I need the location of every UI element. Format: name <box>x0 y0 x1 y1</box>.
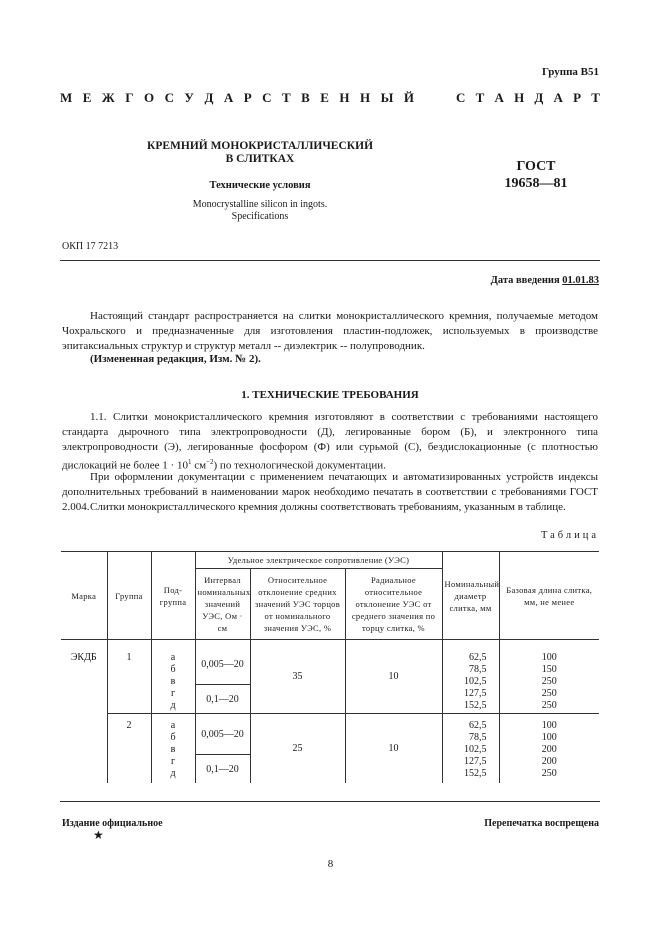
cell-relative: 35 <box>250 640 345 714</box>
subgroup-value: в <box>170 676 176 687</box>
density-exponent: 1 <box>187 458 192 466</box>
cell-radial: 10 <box>345 714 442 784</box>
header-divider <box>60 260 600 261</box>
cell-subgroups <box>151 640 195 714</box>
length-value: 250 <box>541 700 557 711</box>
cell-lengths <box>499 640 599 714</box>
length-value: 200 <box>541 756 557 767</box>
header-relative: Относительное отклонение средних значений УЭС торцов от номинального значения УЭС, % <box>250 569 345 640</box>
density-unit: см <box>191 459 207 472</box>
subgroup-value: г <box>170 756 176 767</box>
diameter-value: 102,5 <box>464 744 487 755</box>
banner-letter: Т <box>591 90 600 105</box>
subgroup-value: д <box>170 768 176 779</box>
diameter-value: 62,5 <box>469 652 487 663</box>
introduction-date-value: 01.01.83 <box>562 275 599 286</box>
cell-ranges <box>195 640 250 714</box>
introduction-date-label: Дата введения <box>490 275 560 286</box>
introduction-date <box>491 275 599 286</box>
interstate-standard-banner <box>60 90 600 106</box>
header-length: Базовая длина слитка, мм, не менее <box>499 552 599 640</box>
banner-letter: С <box>456 90 466 105</box>
diameter-value: 152,5 <box>464 700 487 711</box>
length-value: 200 <box>541 744 557 755</box>
star-icon: ★ <box>93 828 104 842</box>
length-value: 100 <box>541 652 557 663</box>
length-value: 250 <box>541 676 557 687</box>
requirements-text: 1.1. Слитки монокристаллического кремния изготовляют в соответствии с требованиями настоящего стандарта дырочного типа электропроводности (Д), легированные бором (Б), и электронного типа электропроводности (Э), легированные фосфором (Ф) или сурьмой (С), бездислокационные (с плотностью дислокаций не более 1 · 10 <box>62 411 598 472</box>
header-diameter: Номинальный диаметр слитка, мм <box>442 552 499 640</box>
diameter-value: 127,5 <box>464 688 487 699</box>
conformity-paragraph: Слитки монокристаллического кремния должны соответствовать требованиям, указанным в таблице. <box>90 501 566 513</box>
cell-group: 2 <box>107 714 151 784</box>
subgroup-value: б <box>170 732 176 743</box>
range-secondary: 0,1—20 <box>206 693 239 705</box>
banner-letter: Р <box>573 90 582 105</box>
cell-lengths <box>499 714 599 784</box>
banner-letter: Ж <box>101 90 115 105</box>
header-radial: Радиальное относительное отклонение УЭС от среднего значения по торцу слитка, % <box>345 569 442 640</box>
banner-letter: В <box>301 90 310 105</box>
requirements-paragraph <box>62 410 598 474</box>
banner-letter: Н <box>360 90 371 105</box>
banner-letter: Д <box>534 90 544 105</box>
cell-diameters <box>442 714 499 784</box>
cell-mark: ЭКДБ <box>61 640 107 714</box>
banner-letter: Д <box>204 90 214 105</box>
banner-letter: Т <box>475 90 485 105</box>
banner-letter: С <box>164 90 174 105</box>
subgroup-value: б <box>170 664 176 675</box>
diameter-value: 62,5 <box>469 720 487 731</box>
header-interval: Интервал номинальных значений УЭС, Ом · см <box>195 569 250 640</box>
subgroup-value: а <box>170 720 176 731</box>
document-title <box>140 140 380 166</box>
cell-ranges <box>195 714 250 784</box>
unit-exponent: −2 <box>206 458 214 466</box>
banner-letter: А <box>494 90 504 105</box>
page-number: 8 <box>327 858 334 870</box>
subgroup-value: в <box>170 744 176 755</box>
cell-subgroups <box>151 714 195 784</box>
diameter-value: 152,5 <box>464 768 487 779</box>
scope-paragraph: Настоящий стандарт распространяется на слитки монокристаллического кремния, получаемые методом Чохральского и предназначенные для изготовления пластин-подложек, используемых в производстве эпитаксиальных структур и структур металл -- диэлектрик -- полупроводник. <box>62 310 598 352</box>
section-heading: 1. ТЕХНИЧЕСКИЕ ТРЕБОВАНИЯ <box>241 389 419 401</box>
table-caption: Таблица <box>540 530 599 541</box>
diameter-value: 102,5 <box>464 676 487 687</box>
banner-letter: С <box>262 90 272 105</box>
banner-letter: У <box>184 90 194 105</box>
subgroup-value: г <box>170 688 176 699</box>
cell-mark <box>61 714 107 784</box>
cell-group: 1 <box>107 640 151 714</box>
documentation-paragraph: При оформлении документации с применением печатающих и автоматизированных устройств индексы дополнительных требований в наименовании марок необходимо печатать в соответствии с требованиями ГОСТ 2.004. <box>62 471 598 513</box>
banner-letter: М <box>60 90 73 105</box>
document-subtitle: Технические условия <box>209 180 311 191</box>
title-line-2: В СЛИТКАХ <box>225 153 295 165</box>
header-ues: Удельное электрическое сопротивление (УЭС) <box>195 552 442 569</box>
amendment-note: (Измененная редакция, Изм. № 2). <box>90 353 261 365</box>
length-value: 250 <box>541 768 557 779</box>
reprint-prohibited: Перепечатка воспрещена <box>484 818 599 829</box>
range-primary: 0,005—20 <box>196 644 250 685</box>
banner-word-standard <box>456 90 600 106</box>
diameter-value: 78,5 <box>469 664 487 675</box>
header-mark: Марка <box>61 552 107 640</box>
subgroup-value: а <box>170 652 176 663</box>
banner-letter: О <box>143 90 155 105</box>
gost-label: ГОСТ <box>516 159 556 174</box>
english-title-line-1: Monocrystalline silicon in ingots. <box>192 199 328 210</box>
banner-letter: Й <box>403 90 414 105</box>
footer-divider <box>60 801 600 802</box>
banner-letter: Е <box>82 90 92 105</box>
official-edition: Издание официальное <box>62 818 163 829</box>
banner-letter: Н <box>514 90 525 105</box>
diameter-value: 127,5 <box>464 756 487 767</box>
range-secondary: 0,1—20 <box>206 763 239 775</box>
cell-relative: 25 <box>250 714 345 784</box>
banner-letter: Ы <box>380 90 394 105</box>
gost-code: 19658—81 <box>504 176 568 191</box>
diameter-value: 78,5 <box>469 732 487 743</box>
banner-letter: А <box>553 90 563 105</box>
cell-radial: 10 <box>345 640 442 714</box>
length-value: 100 <box>541 732 557 743</box>
banner-letter: Г <box>125 90 134 105</box>
banner-word-interstate <box>60 90 414 106</box>
banner-letter: Р <box>243 90 252 105</box>
header-subgroup: Под-группа <box>151 552 195 640</box>
banner-letter: А <box>223 90 234 105</box>
banner-letter: Е <box>320 90 329 105</box>
banner-letter: Н <box>339 90 350 105</box>
cell-diameters <box>442 640 499 714</box>
table-row <box>61 640 599 714</box>
english-title <box>140 199 380 223</box>
length-value: 100 <box>541 720 557 731</box>
group-code: Группа В51 <box>541 66 599 78</box>
requirements-text-end: ) по технологической документации. <box>213 459 386 472</box>
banner-letter: Т <box>282 90 291 105</box>
header-group: Группа <box>107 552 151 640</box>
length-value: 250 <box>541 688 557 699</box>
english-title-line-2: Specifications <box>231 211 289 222</box>
gost-number <box>496 158 576 192</box>
subgroup-value: д <box>170 700 176 711</box>
title-line-1: КРЕМНИЙ МОНОКРИСТАЛЛИЧЕСКИЙ <box>146 140 374 152</box>
length-value: 150 <box>541 664 557 675</box>
table-row <box>61 714 599 784</box>
requirements-table <box>61 551 599 783</box>
okp-code: ОКП 17 7213 <box>62 241 119 252</box>
range-primary: 0,005—20 <box>196 714 250 755</box>
